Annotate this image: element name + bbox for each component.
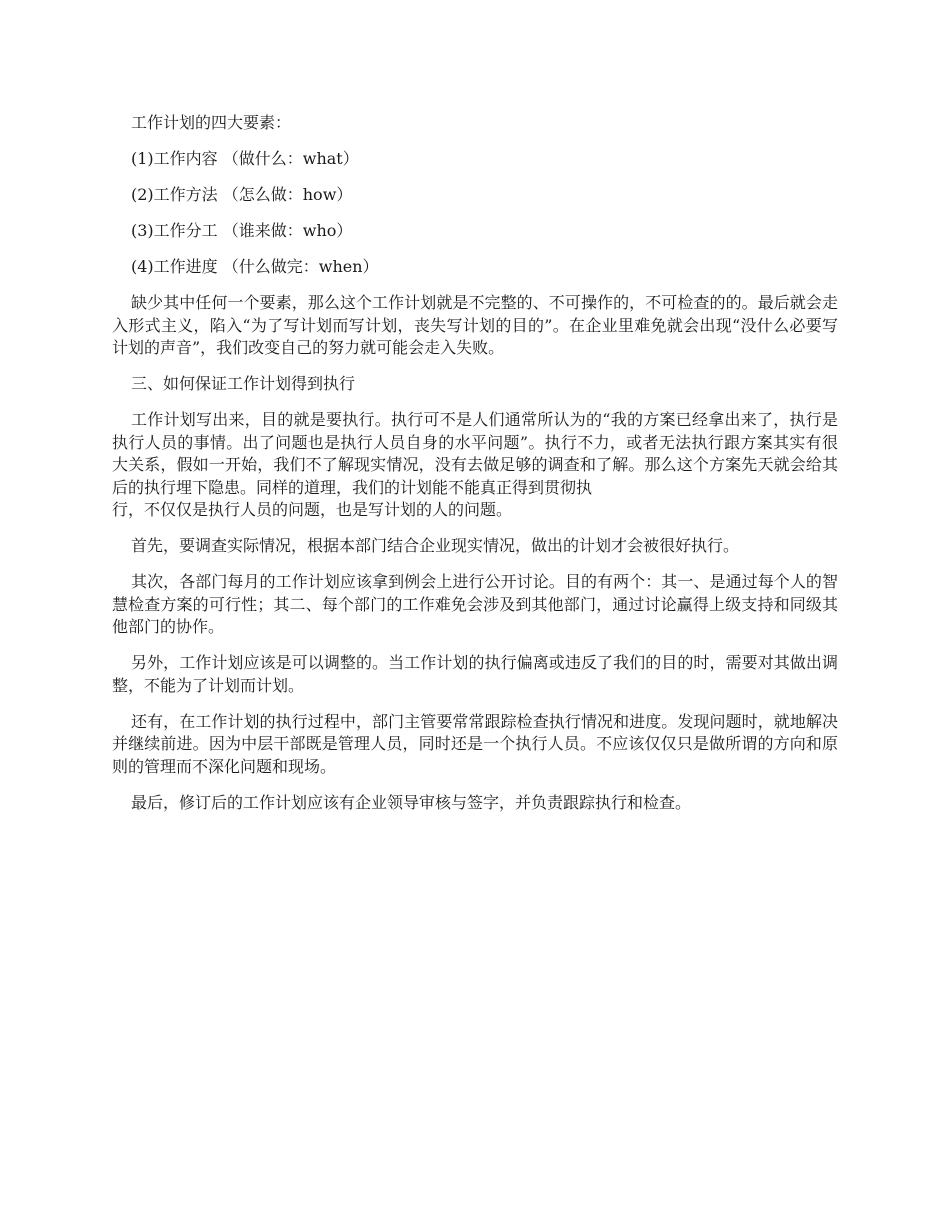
- paragraph-first: 首先，要调查实际情况，根据本部门结合企业现实情况，做出的计划才会被很好执行。: [131, 536, 740, 555]
- paragraph-second: 其次，各部门每月的工作计划应该拿到例会上进行公开讨论。目的有两个：其一、是通过每个人的智慧检查方案的可行性；其二、每个部门的工作难免会涉及到其他部门，通过讨论赢得上级支持和同级其他部门的协作。: [112, 572, 838, 636]
- list-item-when: (4)工作进度 （什么做完：when）: [131, 257, 379, 276]
- section-heading-execution: 三、如何保证工作计划得到执行: [131, 374, 356, 393]
- paragraph-execution: 工作计划写出来，目的就是要执行。执行可不是人们通常所认为的“我的方案已经拿出来了，执行是执行人员的事情。出了问题也是执行人员自身的水平问题”。执行不力，或者无法执行跟方案其实有很大关系，假如一开始，我们不了解现实情况，没有去做足够的调查和了解。那么这个方案先天就会给其后的执行埋下隐患。同样的道理，我们的计划能不能真正得到贯彻执 行，不仅仅是执行人员的问题，也是写计划的人的问题。: [112, 410, 838, 519]
- list-item-what: (1)工作内容 （做什么：what）: [131, 149, 359, 168]
- paragraph-tracking: 还有，在工作计划的执行过程中，部门主管要常常跟踪检查执行情况和进度。发现问题时，就地解决并继续前进。因为中层干部既是管理人员，同时还是一个执行人员。不应该仅仅只是做所谓的方向和原则的管理而不深化问题和现场。: [112, 711, 838, 776]
- paragraph-adjustment: 另外，工作计划应该是可以调整的。当工作计划的执行偏离或违反了我们的目的时，需要对其做出调整，不能为了计划而计划。: [112, 653, 838, 695]
- list-item-how: (2)工作方法 （怎么做：how）: [131, 185, 353, 204]
- paragraph-final: 最后，修订后的工作计划应该有企业领导审核与签字，并负责跟踪执行和检查。: [131, 792, 692, 812]
- document-body: [112, 112, 838, 828]
- paragraph-missing-elements: 缺少其中任何一个要素，那么这个工作计划就是不完整的、不可操作的，不可检查的的。最后就会走入形式主义，陷入“为了写计划而写计划，丧失写计划的目的”。在企业里难免就会出现“没什么必要写计划的声音”，我们改变自己的努力就可能会走入失败。: [112, 293, 838, 357]
- paragraph-heading-four-elements: 工作计划的四大要素：: [131, 113, 292, 132]
- list-item-who: (3)工作分工 （谁来做：who）: [131, 221, 353, 240]
